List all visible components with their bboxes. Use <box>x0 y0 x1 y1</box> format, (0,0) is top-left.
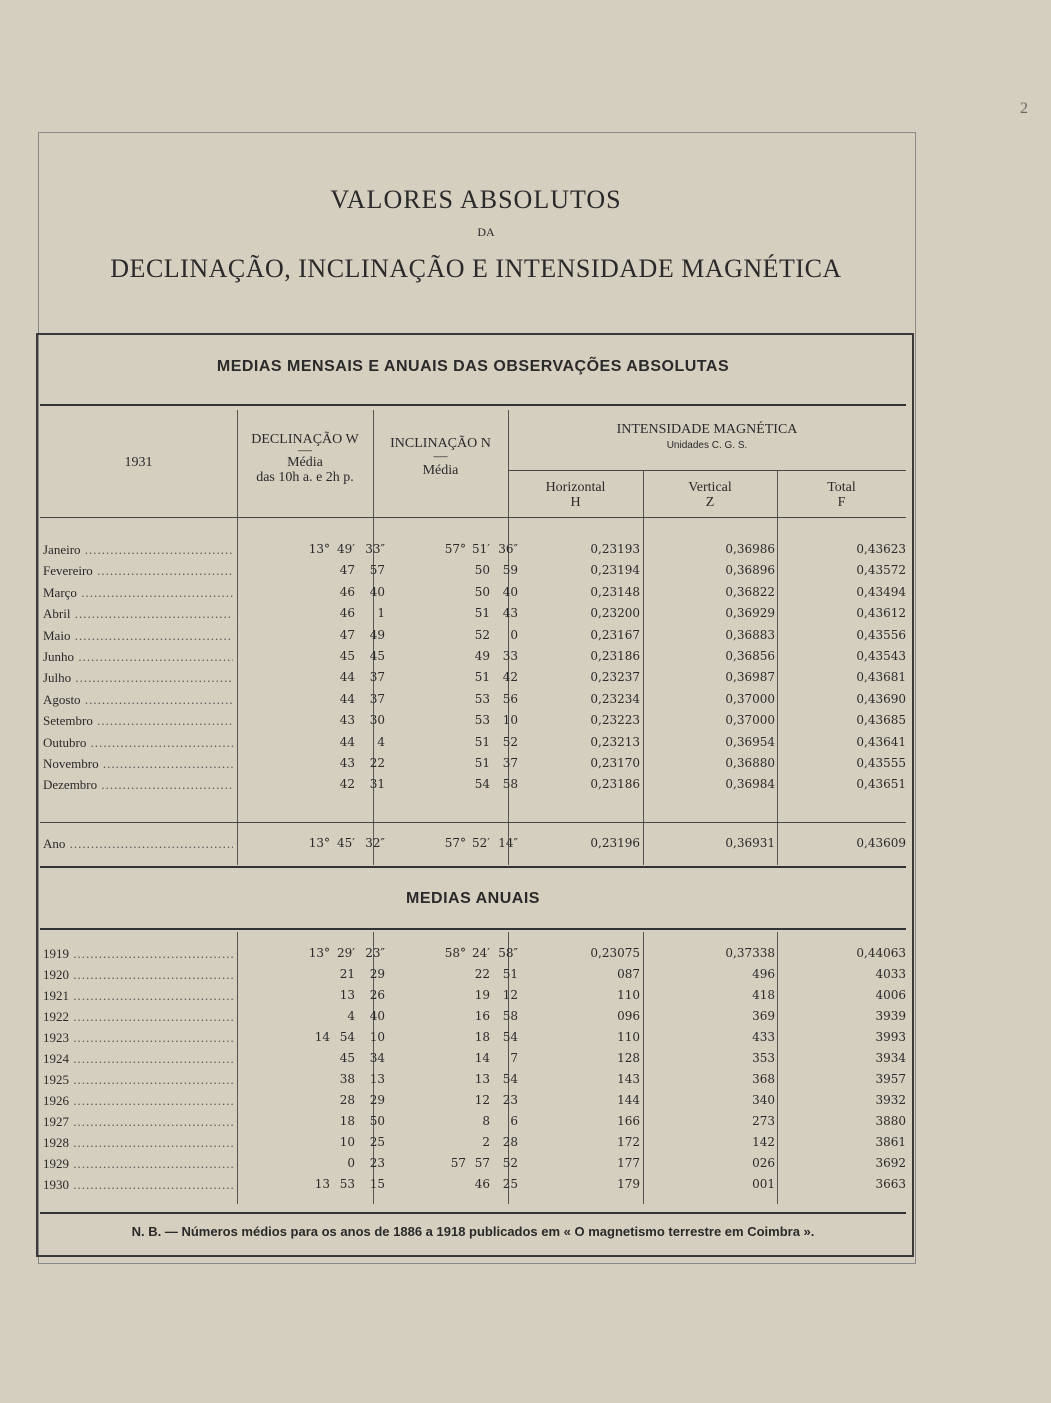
cell-f: 0,43641 <box>856 734 906 749</box>
row-label: Janeiro ..... <box>43 542 233 558</box>
section2-title: MEDIAS ANUAIS <box>406 890 540 907</box>
cell-i2: 8 <box>482 1114 490 1128</box>
cell-i3: 58 <box>502 1009 518 1023</box>
cell-h: 0,23234 <box>590 691 640 706</box>
table-row <box>40 1156 906 1177</box>
cell-i3: 58″ <box>498 946 518 960</box>
row-label: Outubro ..... <box>43 735 233 751</box>
table-row <box>40 585 906 606</box>
cell-d3: 10 <box>369 1030 385 1044</box>
cell-z: 368 <box>752 1072 775 1086</box>
title-line-1: VALORES ABSOLUTOS <box>330 185 622 214</box>
cell-f: 0,43681 <box>856 670 906 685</box>
cell-d2: 4 <box>347 1009 355 1023</box>
cell-f: 0,43543 <box>856 649 906 663</box>
cell-i3: 40 <box>502 584 518 599</box>
cell-i3: 10 <box>502 713 518 728</box>
cell-i2: 18 <box>474 1030 490 1044</box>
table-row <box>40 1093 906 1114</box>
cell-f: 3692 <box>875 1156 906 1170</box>
row-label: Novembro ..... <box>43 756 233 772</box>
table-row <box>40 542 906 563</box>
rule <box>40 517 906 518</box>
cell-i2: 50 <box>474 563 490 578</box>
cell-d2: 47 <box>339 563 355 578</box>
cell-i3: 37 <box>502 756 518 770</box>
row-label: 1920 ..... <box>43 967 233 983</box>
row-label: 1930 ..... <box>43 1177 233 1193</box>
cell-z: 0,37338 <box>725 946 775 960</box>
cell-i2: 52′ <box>472 836 490 850</box>
cell-h: 0,23237 <box>590 670 640 685</box>
table-row <box>40 1009 906 1030</box>
cell-z: 0,36896 <box>725 563 775 578</box>
cell-d3: 4 <box>377 734 385 749</box>
cell-h: 179 <box>617 1177 640 1191</box>
cell-z: 353 <box>752 1051 775 1065</box>
cell-h: 0,23196 <box>590 836 640 850</box>
row-label: 1922 ..... <box>43 1009 233 1025</box>
page-number: 2 <box>1020 100 1028 117</box>
cell-z: 0,36856 <box>725 649 775 663</box>
cell-d3: 13 <box>369 1072 385 1086</box>
cell-d2: 13 <box>339 988 355 1002</box>
cell-d3: 22 <box>369 756 385 770</box>
cell-d2: 46 <box>339 606 355 621</box>
cell-f: 0,43651 <box>856 777 906 792</box>
cell-i2: 14 <box>474 1051 490 1065</box>
cell-i2: 51 <box>474 670 490 685</box>
cell-i3: 52 <box>502 734 518 749</box>
row-label: Agosto ..... <box>43 692 233 708</box>
cell-d2: 45′ <box>337 836 355 850</box>
cell-z: 0,36883 <box>725 627 775 642</box>
cell-z: 0,36987 <box>725 670 775 685</box>
cell-d3: 30 <box>369 713 385 728</box>
row-label: Dezembro ..... <box>43 777 233 793</box>
cell-i2: 53 <box>474 691 490 706</box>
cell-h: 087 <box>617 967 640 981</box>
rule <box>40 928 906 930</box>
cell-d3: 29 <box>369 1093 385 1107</box>
cell-h: 0,23213 <box>590 734 640 749</box>
cell-d1: 13° <box>308 946 330 960</box>
table-row <box>40 756 906 777</box>
cell-h: 166 <box>617 1114 640 1128</box>
year-header: 1931 <box>124 455 153 470</box>
cell-i2: 13 <box>474 1072 490 1086</box>
rule <box>508 470 906 471</box>
cell-h: 143 <box>617 1072 640 1086</box>
row-label: 1921 ..... <box>43 988 233 1004</box>
table-row <box>40 692 906 713</box>
total-header: Total F <box>827 480 856 510</box>
table-row <box>40 606 906 627</box>
row-label: Março ..... <box>43 585 233 601</box>
cell-d1: 13° <box>308 542 330 556</box>
cell-i3: 12 <box>502 988 518 1002</box>
cell-z: 0,36880 <box>725 756 775 770</box>
cell-z: 026 <box>752 1156 775 1170</box>
cell-f: 3932 <box>875 1093 906 1107</box>
cell-i2: 53 <box>474 713 490 728</box>
cell-d1: 14 <box>314 1030 330 1044</box>
cell-d3: 31 <box>369 777 385 792</box>
table-row <box>40 777 906 798</box>
cell-f: 3880 <box>875 1114 906 1128</box>
cell-i2: 51 <box>474 756 490 770</box>
cell-d2: 18 <box>339 1114 355 1128</box>
cell-f: 0,43685 <box>856 713 906 728</box>
cell-z: 0,36929 <box>725 606 775 621</box>
cell-i3: 51 <box>502 967 518 981</box>
cell-d2: 43 <box>339 713 355 728</box>
cell-i3: 52 <box>502 1156 518 1170</box>
section1-title: MEDIAS MENSAIS E ANUAIS DAS OBSERVAÇÕES ABSOLUTAS <box>216 358 730 375</box>
cell-z: 0,36984 <box>725 777 775 792</box>
rule <box>40 866 906 868</box>
cell-d3: 57 <box>369 563 385 578</box>
row-label: Julho ..... <box>43 670 233 686</box>
inclination-header: INCLINAÇÃO N — Média <box>390 436 491 478</box>
cell-i2: 50 <box>474 584 490 599</box>
cell-i3: 42 <box>502 670 518 685</box>
cell-d3: 23 <box>369 1156 385 1170</box>
row-label: Junho ..... <box>43 649 233 665</box>
cell-z: 0,36931 <box>725 836 775 850</box>
cell-i3: 14″ <box>498 836 518 850</box>
cell-i2: 2 <box>482 1135 490 1149</box>
cell-h: 0,23167 <box>590 627 640 642</box>
table-row <box>40 1135 906 1156</box>
footnote: N. B. — Números médios para os anos de 1886 a 1918 publicados em « O magnetismo terrestre em Coimbra ». <box>131 1224 815 1239</box>
cell-d2: 21 <box>339 967 355 981</box>
row-label: 1923 ..... <box>43 1030 233 1046</box>
cell-z: 496 <box>752 967 775 981</box>
cell-f: 3934 <box>875 1051 906 1065</box>
cell-f: 0,43556 <box>856 627 906 642</box>
row-label: 1928 ..... <box>43 1135 233 1151</box>
row-label: Abril ..... <box>43 606 233 622</box>
cell-h: 110 <box>617 1030 640 1044</box>
cell-h: 0,23186 <box>590 777 640 792</box>
cell-i1: 58° <box>444 946 466 960</box>
cell-i1: 57° <box>444 836 466 850</box>
cell-h: 0,23186 <box>590 649 640 663</box>
cell-z: 0,36822 <box>725 584 775 599</box>
cell-d2: 47 <box>339 627 355 642</box>
cell-d2: 44 <box>339 691 355 706</box>
rule <box>40 1212 906 1214</box>
vertical-header: Vertical Z <box>688 480 732 510</box>
row-label: 1924 ..... <box>43 1051 233 1067</box>
row-label: Fevereiro ..... <box>43 563 233 579</box>
cell-f: 4033 <box>875 967 906 981</box>
cell-d3: 29 <box>369 967 385 981</box>
cell-h: 0,23170 <box>590 756 640 770</box>
cell-i3: 23 <box>502 1093 518 1107</box>
row-label: 1929 ..... <box>43 1156 233 1172</box>
cell-d3: 32″ <box>365 836 385 850</box>
cell-f: 0,43494 <box>856 584 906 599</box>
cell-d2: 45 <box>339 1051 355 1065</box>
cell-i2: 51 <box>474 606 490 621</box>
cell-d2: 53 <box>339 1177 355 1191</box>
cell-i3: 28 <box>502 1135 518 1149</box>
cell-d1: 13° <box>308 836 330 850</box>
cell-d2: 10 <box>339 1135 355 1149</box>
table-row <box>40 988 906 1009</box>
cell-f: 4006 <box>875 988 906 1002</box>
cell-i2: 46 <box>474 1177 490 1191</box>
cell-f: 3939 <box>875 1009 906 1023</box>
cell-z: 418 <box>752 988 775 1002</box>
cell-i2: 24′ <box>472 946 490 960</box>
cell-i2: 49 <box>474 649 490 663</box>
cell-d2: 45 <box>339 649 355 663</box>
cell-i3: 56 <box>502 691 518 706</box>
cell-i3: 36″ <box>498 542 518 556</box>
cell-i3: 6 <box>510 1114 518 1128</box>
title-block <box>38 185 914 284</box>
cell-d2: 43 <box>339 756 355 770</box>
cell-f: 0,43609 <box>856 836 906 850</box>
cell-d3: 50 <box>369 1114 385 1128</box>
cell-d2: 44 <box>339 670 355 685</box>
table-row <box>40 563 906 584</box>
intensity-header: INTENSIDADE MAGNÉTICA Unidades C. G. S. <box>616 422 798 451</box>
horizontal-header: Horizontal H <box>545 480 606 510</box>
title-line-2: DA <box>477 225 495 239</box>
cell-i1: 57 <box>450 1156 466 1170</box>
row-label: 1925 ..... <box>43 1072 233 1088</box>
cell-h: 177 <box>617 1156 640 1170</box>
table-row <box>40 1051 906 1072</box>
cell-i2: 51 <box>474 734 490 749</box>
cell-i3: 33 <box>502 649 518 663</box>
cell-z: 0,37000 <box>725 691 775 706</box>
cell-h: 096 <box>617 1009 640 1023</box>
table-row <box>40 1072 906 1093</box>
cell-d3: 37 <box>369 691 385 706</box>
cell-d2: 46 <box>339 584 355 599</box>
rule <box>40 822 906 823</box>
cell-z: 433 <box>752 1030 775 1044</box>
title-line-3: DECLINAÇÃO, INCLINAÇÃO E INTENSIDADE MAGNÉTICA <box>110 254 842 283</box>
cell-d3: 15 <box>369 1177 385 1191</box>
cell-h: 0,23194 <box>590 563 640 578</box>
table-row <box>40 713 906 734</box>
cell-d2: 38 <box>339 1072 355 1086</box>
row-label: Setembro ..... <box>43 713 233 729</box>
cell-i2: 52 <box>474 627 490 642</box>
cell-f: 3957 <box>875 1072 906 1086</box>
cell-f: 3861 <box>875 1135 906 1149</box>
cell-z: 0,36954 <box>725 734 775 749</box>
cell-h: 0,23193 <box>590 542 640 556</box>
cell-h: 0,23223 <box>590 713 640 728</box>
cell-z: 142 <box>752 1135 775 1149</box>
cell-z: 001 <box>752 1177 775 1191</box>
cell-d2: 54 <box>339 1030 355 1044</box>
table-row <box>40 946 906 967</box>
cell-d2: 28 <box>339 1093 355 1107</box>
row-label: Ano ..... <box>43 836 233 852</box>
cell-h: 110 <box>617 988 640 1002</box>
cell-d2: 44 <box>339 734 355 749</box>
cell-f: 0,43555 <box>856 756 906 770</box>
cell-z: 369 <box>752 1009 775 1023</box>
cell-d3: 37 <box>369 670 385 685</box>
declination-header: DECLINAÇÃO W — Média das 10h a. e 2h p. <box>251 432 359 485</box>
cell-f: 0,44063 <box>856 946 906 960</box>
cell-z: 273 <box>752 1114 775 1128</box>
cell-d3: 40 <box>369 1009 385 1023</box>
cell-h: 128 <box>617 1051 640 1065</box>
rule <box>40 404 906 406</box>
cell-h: 172 <box>617 1135 640 1149</box>
cell-i2: 54 <box>474 777 490 792</box>
cell-i2: 19 <box>474 988 490 1002</box>
cell-h: 144 <box>617 1093 640 1107</box>
cell-d1: 13 <box>314 1177 330 1191</box>
cell-d2: 42 <box>339 777 355 792</box>
cell-f: 3993 <box>875 1030 906 1044</box>
table-row <box>40 628 906 649</box>
cell-i2: 51′ <box>472 542 490 556</box>
annual-total-row <box>40 836 906 857</box>
cell-z: 340 <box>752 1093 775 1107</box>
cell-i3: 25 <box>502 1177 518 1191</box>
cell-f: 0,43623 <box>856 542 906 556</box>
cell-i3: 58 <box>502 777 518 792</box>
cell-i3: 59 <box>502 563 518 578</box>
cell-f: 3663 <box>875 1177 906 1191</box>
cell-d3: 23″ <box>365 946 385 960</box>
cell-h: 0,23200 <box>590 606 640 621</box>
table-row <box>40 1177 906 1198</box>
cell-d2: 29′ <box>337 946 355 960</box>
cell-i3: 54 <box>502 1030 518 1044</box>
cell-i2: 16 <box>474 1009 490 1023</box>
table-row <box>40 735 906 756</box>
cell-z: 0,37000 <box>725 713 775 728</box>
cell-i2: 12 <box>474 1093 490 1107</box>
cell-h: 0,23148 <box>590 584 640 599</box>
cell-d3: 1 <box>377 606 385 621</box>
cell-d3: 45 <box>369 649 385 663</box>
cell-z: 0,36986 <box>725 542 775 556</box>
table-row <box>40 670 906 691</box>
cell-i3: 54 <box>502 1072 518 1086</box>
cell-d3: 34 <box>369 1051 385 1065</box>
cell-d3: 40 <box>369 584 385 599</box>
cell-h: 0,23075 <box>590 946 640 960</box>
cell-f: 0,43612 <box>856 606 906 621</box>
table-row <box>40 1114 906 1135</box>
row-label: 1926 ..... <box>43 1093 233 1109</box>
row-label: Maio ..... <box>43 628 233 644</box>
cell-i3: 43 <box>502 606 518 621</box>
cell-d2: 0 <box>347 1156 355 1170</box>
cell-d3: 26 <box>369 988 385 1002</box>
cell-i3: 0 <box>510 627 518 642</box>
table-row <box>40 967 906 988</box>
cell-d2: 49′ <box>337 542 355 556</box>
cell-i1: 57° <box>444 542 466 556</box>
cell-f: 0,43572 <box>856 563 906 578</box>
table-row <box>40 1030 906 1051</box>
cell-d3: 33″ <box>365 542 385 556</box>
row-label: 1919 ..... <box>43 946 233 962</box>
table-row <box>40 649 906 670</box>
cell-d3: 25 <box>369 1135 385 1149</box>
cell-i2: 22 <box>474 967 490 981</box>
cell-i3: 7 <box>510 1051 518 1065</box>
cell-d3: 49 <box>369 627 385 642</box>
row-label: 1927 ..... <box>43 1114 233 1130</box>
cell-i2: 57 <box>474 1156 490 1170</box>
cell-f: 0,43690 <box>856 691 906 706</box>
